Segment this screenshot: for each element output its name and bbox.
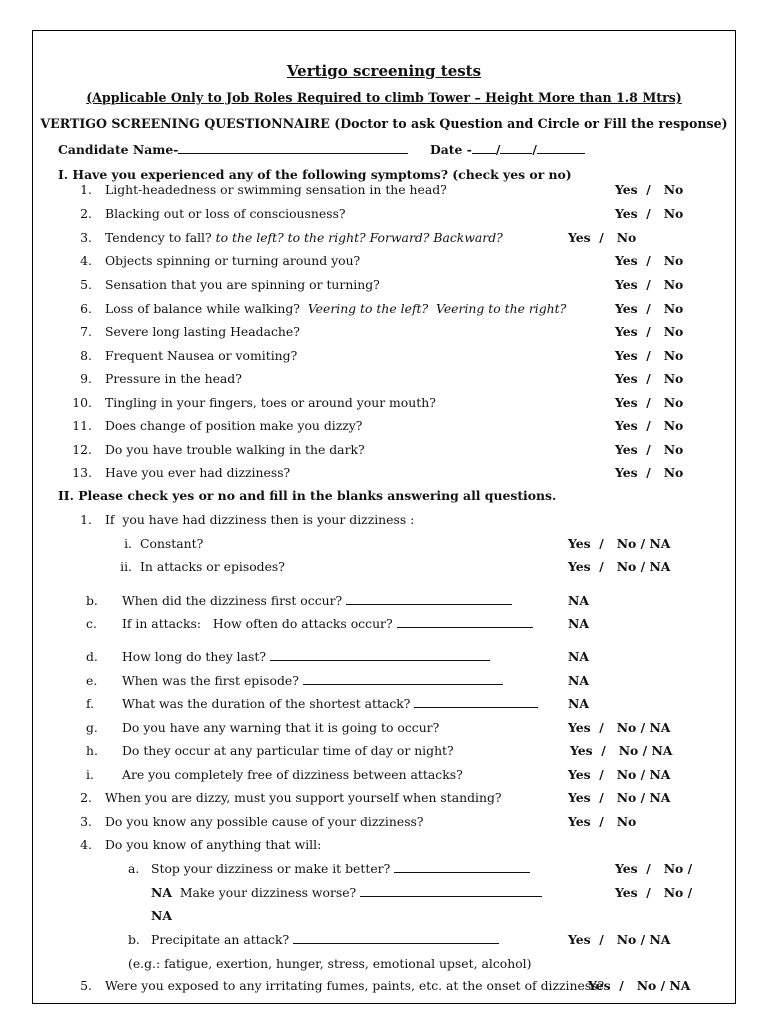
question-text: Blacking out or loss of consciousness? [105, 206, 346, 221]
question-text: Severe long lasting Headache? [105, 324, 300, 339]
answer-choice[interactable]: Yes / No / [615, 885, 693, 900]
item-number: 4. [80, 253, 92, 268]
item-number: 9. [80, 371, 92, 386]
item-letter: d. [86, 649, 98, 664]
question-text: Light-headedness or swimming sensation in the head? [105, 182, 447, 197]
answer-blank[interactable] [414, 706, 538, 708]
date-field[interactable] [430, 142, 585, 157]
question-text: What was the duration of the shortest attack? [122, 696, 538, 711]
item-number: 10. [72, 395, 92, 410]
answer-choice[interactable]: NA [151, 885, 172, 900]
date-month-blank[interactable] [500, 152, 532, 154]
item-number: 12. [72, 442, 92, 457]
answer-blank[interactable] [293, 942, 499, 944]
candidate-name-field[interactable] [58, 142, 408, 157]
item-number: ii. [120, 559, 132, 574]
question-text: Sensation that you are spinning or turning? [105, 277, 380, 292]
answer-choice[interactable]: Yes / No [615, 301, 684, 316]
item-letter: g. [86, 720, 98, 735]
candidate-name-label: Candidate Name- [58, 142, 179, 157]
answer-choice[interactable]: Yes / No [568, 814, 637, 829]
question-text: In attacks or episodes? [140, 559, 285, 574]
answer-choice[interactable]: NA [568, 649, 589, 664]
question-text: How long do they last? [122, 649, 490, 664]
item-number: 13. [72, 465, 92, 480]
item-number: 2. [80, 790, 92, 805]
question-text: Pressure in the head? [105, 371, 242, 386]
date-separator: / [532, 142, 537, 157]
item-number: 7. [80, 324, 92, 339]
answer-choice[interactable]: NA [568, 673, 589, 688]
answer-choice[interactable]: NA [568, 696, 589, 711]
question-text: Tendency to fall? to the left? to the right? Forward? Backward? [105, 230, 503, 245]
answer-choice[interactable]: Yes / No / NA [568, 932, 671, 947]
answer-blank[interactable] [397, 626, 533, 628]
question-text: Do they occur at any particular time of day or night? [122, 743, 454, 758]
answer-choice[interactable]: Yes / No [615, 371, 684, 386]
example-note: (e.g.: fatigue, exertion, hunger, stress, emotional upset, alcohol) [128, 956, 532, 971]
answer-choice[interactable]: Yes / No / NA [568, 790, 671, 805]
answer-blank[interactable] [360, 895, 542, 897]
question-text: When you are dizzy, must you support yourself when standing? [105, 790, 502, 805]
answer-choice[interactable]: Yes / No [615, 206, 684, 221]
answer-choice[interactable]: Yes / No / NA [568, 536, 671, 551]
page-title: Vertigo screening tests [286, 62, 482, 80]
answer-choice[interactable]: NA [568, 593, 589, 608]
answer-choice[interactable]: Yes / No [615, 418, 684, 433]
question-detail: to the left? to the right? Forward? Backward? [215, 230, 503, 245]
question-text: If in attacks: How often do attacks occur? [122, 616, 533, 631]
answer-choice[interactable]: Yes / No [615, 182, 684, 197]
question-text: Do you have any warning that it is going to occur? [122, 720, 440, 735]
answer-blank[interactable] [270, 659, 490, 661]
answer-choice[interactable]: Yes / No / NA [588, 978, 691, 993]
question-text: Were you exposed to any irritating fumes, paints, etc. at the onset of dizziness? [105, 978, 605, 993]
answer-choice[interactable]: NA [151, 908, 172, 923]
answer-choice[interactable]: Yes / No [615, 442, 684, 457]
answer-choice[interactable]: Yes / No [615, 465, 684, 480]
page-subtitle: (Applicable Only to Job Roles Required to climb Tower – Height More than 1.8 Mtrs) [86, 90, 682, 105]
answer-blank[interactable] [394, 871, 530, 873]
question-text: If you have had dizziness then is your dizziness : [105, 512, 415, 527]
item-number: 5. [80, 978, 92, 993]
question-text: Objects spinning or turning around you? [105, 253, 361, 268]
answer-choice[interactable]: Yes / No [615, 324, 684, 339]
answer-choice[interactable]: Yes / No / NA [568, 720, 671, 735]
item-number: i. [124, 536, 132, 551]
question-text: Precipitate an attack? [151, 932, 499, 947]
question-text: Are you completely free of dizziness between attacks? [122, 767, 463, 782]
question-text: Does change of position make you dizzy? [105, 418, 363, 433]
item-number: 11. [72, 418, 92, 433]
date-label: Date - [430, 142, 472, 157]
answer-choice[interactable]: NA [568, 616, 589, 631]
item-number: 1. [80, 182, 92, 197]
candidate-name-blank[interactable] [178, 152, 408, 154]
item-letter: a. [128, 861, 140, 876]
section-2-heading: II. Please check yes or no and fill in the blanks answering all questions. [58, 488, 557, 503]
date-year-blank[interactable] [537, 152, 585, 154]
question-text: Have you ever had dizziness? [105, 465, 291, 480]
question-text: When was the first episode? [122, 673, 503, 688]
answer-choice[interactable]: Yes / No [615, 253, 684, 268]
item-number: 5. [80, 277, 92, 292]
item-number: 3. [80, 230, 92, 245]
item-number: 4. [80, 837, 92, 852]
answer-choice[interactable]: Yes / No [615, 348, 684, 363]
answer-choice[interactable]: Yes / No / NA [570, 743, 673, 758]
date-day-blank[interactable] [472, 152, 496, 154]
question-text: Loss of balance while walking? Veering to the left? Veering to the right? [105, 301, 567, 316]
item-number: 6. [80, 301, 92, 316]
question-text: Stop your dizziness or make it better? [151, 861, 530, 876]
question-text: Constant? [140, 536, 204, 551]
item-letter: i. [86, 767, 94, 782]
questionnaire-heading: VERTIGO SCREENING QUESTIONNAIRE (Doctor to ask Question and Circle or Fill the response) [40, 116, 728, 131]
item-letter: c. [86, 616, 97, 631]
question-text: NA Make your dizziness worse? [151, 885, 542, 900]
answer-blank[interactable] [303, 683, 503, 685]
answer-choice[interactable]: Yes / No / NA [568, 559, 671, 574]
item-number: 3. [80, 814, 92, 829]
item-letter: h. [86, 743, 98, 758]
item-number: 8. [80, 348, 92, 363]
item-letter: b. [86, 593, 98, 608]
date-separator: / [495, 142, 501, 157]
question-text: When did the dizziness first occur? [122, 593, 512, 608]
answer-choice[interactable]: Yes / No / [615, 861, 693, 876]
question-text: Tingling in your fingers, toes or around your mouth? [105, 395, 436, 410]
answer-choice[interactable]: Yes / No [615, 277, 684, 292]
item-number: 1. [80, 512, 92, 527]
question-text: Frequent Nausea or vomiting? [105, 348, 298, 363]
item-letter: e. [86, 673, 98, 688]
question-text: Do you know of anything that will: [105, 837, 322, 852]
question-text: Do you have trouble walking in the dark? [105, 442, 365, 457]
item-letter: b. [128, 932, 140, 947]
answer-blank[interactable] [346, 603, 512, 605]
item-letter: f. [86, 696, 95, 711]
question-detail: Veering to the left? Veering to the right? [307, 301, 567, 316]
answer-choice[interactable]: Yes / No [615, 395, 684, 410]
question-text: Do you know any possible cause of your dizziness? [105, 814, 424, 829]
answer-choice[interactable]: Yes / No / NA [568, 767, 671, 782]
item-number: 2. [80, 206, 92, 221]
answer-choice[interactable]: Yes / No [568, 230, 637, 245]
section-1-heading: I. Have you experienced any of the following symptoms? (check yes or no) [58, 167, 572, 182]
